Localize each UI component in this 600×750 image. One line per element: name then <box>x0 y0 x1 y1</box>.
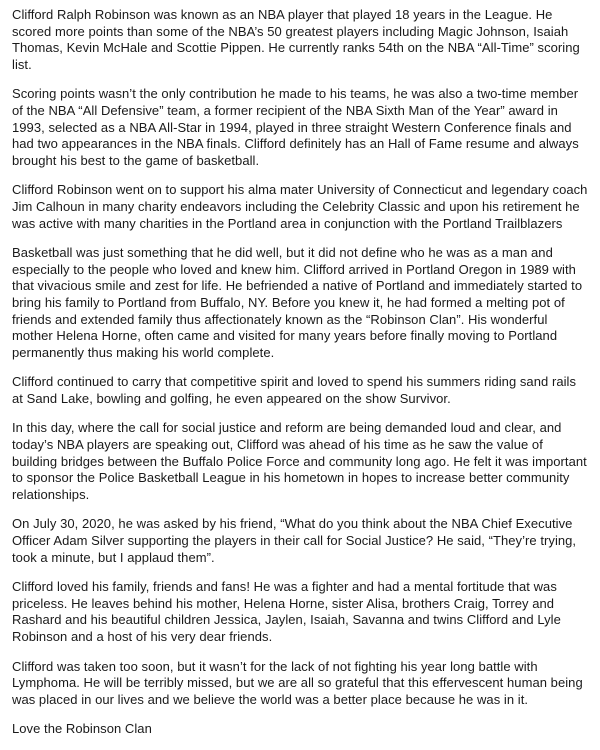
paragraph-team-contributions: Scoring points wasn’t the only contribution he made to his teams, he was also a two-time member of the NBA “All Defensive” team, a former recipient of the NBA Sixth Man of the Year” award in 1993, selected as a NBA All-Star in 1994, played in three straight Western Conference finals and had two appearances in the NBA finals. Clifford definitely has an Hall of Fame resume and always brought his best to the game of basketball. <box>12 86 579 168</box>
paragraph-hobbies: Clifford continued to carry that competitive spirit and loved to spend his summers riding sand rails at Sand Lake, bowling and golfing, he even appeared on the show Survivor. <box>12 374 577 406</box>
paragraph-social-justice: In this day, where the call for social justice and reform are being demanded loud and clear, and today’s NBA players are speaking out, Clifford was ahead of his time as he saw the value of building bridges between the Buffalo Police Force and community long ago. He felt it was important to sponsor the Police Basketball League in his hometown in hopes to increase better community relationships. <box>12 420 587 502</box>
paragraph-survivors: Clifford loved his family, friends and fans! He was a fighter and had a mental fortitude that was priceless. He leaves behind his mother, Helena Horne, sister Alisa, brothers Craig, Torrey and Rashard and his beautiful children Jessica, Jaylen, Isaiah, Savanna and twins Clifford and Lyle Robinson and a host of his very dear friends. <box>12 579 561 644</box>
signoff: Love the Robinson Clan <box>12 721 152 737</box>
paragraph-illness: Clifford was taken too soon, but it wasn’t for the lack of not fighting his year long battle with Lymphoma. He will be terribly missed, but we are all so grateful that this effervescent human being was placed in our lives and we believe the world was a better place because he was in it. <box>12 658 583 707</box>
paragraph-career-overview: Clifford Ralph Robinson was known as an NBA player that played 18 years in the League. He scored more points than some of the NBA’s 50 greatest players including Magic Johnson, Isaiah Thomas, Kevin McHale and Scottie Pippen. He currently ranks 54th on the NBA “All-Time” scoring list. <box>12 7 580 72</box>
paragraph-family-portland: Basketball was just something that he did well, but it did not define who he was as a man and especially to the people who loved and knew him. Clifford arrived in Portland Oregon in 1989 with that vivacious smile and zest for life. He befriended a native of Portland and immediately started to bring his family to Portland from Buffalo, NY. Before you knew it, he had formed a melting pot of friends and extended family thus affectionately known as the “Robinson Clan”. His wonderful mother Helena Horne, often came and visited for many years before finally moving to Portland permanently thus making his world complete. <box>12 245 583 360</box>
paragraph-charity-work: Clifford Robinson went on to support his alma mater University of Connecticut and legendary coach Jim Calhoun in many charity endeavors including the Celebrity Classic and upon his retirement he was active with many charities in the Portland area in conjunction with the Portland Trailblazers <box>12 182 588 231</box>
paragraph-quote: On July 30, 2020, he was asked by his friend, “What do you think about the NBA Chief Executive Officer Adam Silver supporting the players in their call for Social Justice? He said, “They’re trying, took a minute, but I applaud them”. <box>12 516 577 565</box>
